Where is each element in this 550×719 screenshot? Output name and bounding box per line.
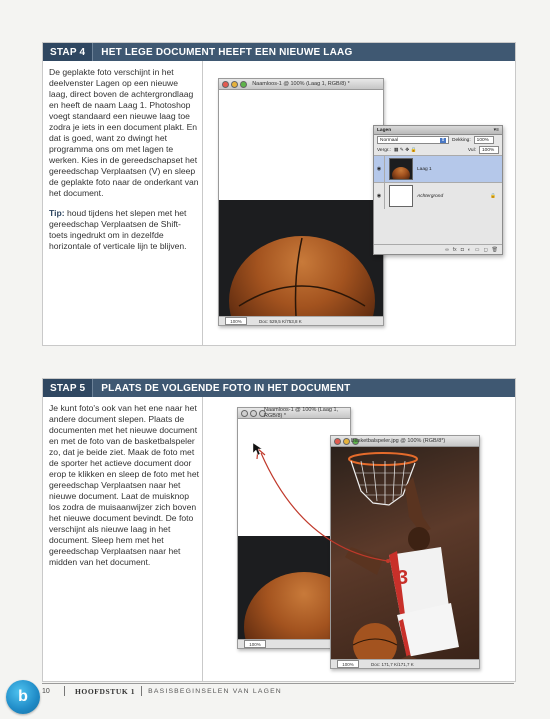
window-title: Basketbalspeler.jpg @ 100% (RGB/8*) — [351, 438, 446, 444]
layers-panel-footer — [374, 244, 502, 254]
page-footer — [42, 683, 514, 698]
tip-text: houd tijdens het slepen met het gereedschap Verplaatsen de Shift-toets ingedrukt om in dezelfde horizontale of verticale lijn te blijven. — [49, 208, 187, 251]
chevron-down-icon: ⇕ — [440, 137, 445, 143]
basketbalspeler-window[interactable] — [330, 435, 480, 669]
layers-panel[interactable] — [373, 125, 503, 255]
thumb-ball — [392, 167, 410, 180]
eye-icon[interactable]: ◉ — [374, 156, 385, 182]
step-4-tip — [49, 208, 199, 252]
window-titlebar[interactable] — [238, 408, 350, 419]
footer-separator — [141, 686, 142, 696]
folder-icon[interactable]: ▭ — [474, 246, 480, 253]
new-layer-icon[interactable]: ◻ — [483, 246, 488, 253]
close-icon[interactable] — [334, 438, 341, 445]
doc-size: Doc: 171,7 K/171,7 K — [371, 661, 414, 667]
blend-mode-value: Normaal — [380, 137, 399, 143]
chapter-label: HOOFDSTUK 1 — [75, 686, 136, 696]
watermark-logo-icon — [6, 680, 40, 714]
layer-name[interactable]: Achtergrond — [417, 193, 444, 199]
step-4-label: STAP 4 — [43, 43, 93, 61]
step-4-title: HET LEGE DOCUMENT HEEFT EEN NIEUWE LAAG — [101, 46, 353, 58]
fill-label: Vul: — [467, 147, 476, 153]
photoshop-document-window[interactable] — [218, 78, 384, 326]
opacity-field[interactable]: 100% — [474, 136, 494, 144]
fill-field[interactable]: 100% — [479, 146, 499, 154]
layer-thumbnail — [389, 158, 413, 180]
step-5-title: PLAATS DE VOLGENDE FOTO IN HET DOCUMENT — [101, 382, 351, 394]
footer-separator — [64, 686, 65, 696]
zoom-field[interactable]: 100% — [225, 317, 247, 325]
zoom-field[interactable]: 100% — [337, 660, 359, 668]
chapter-subtitle: BASISBEGINSELEN VAN LAGEN — [148, 687, 282, 695]
lock-icon: 🔒 — [490, 193, 496, 199]
blend-mode-select[interactable] — [377, 136, 449, 144]
window-statusbar — [219, 316, 383, 325]
window-title: Naamloos-1 @ 100% (Laag 1, RGB/8) * — [252, 81, 350, 87]
step-5-section — [42, 378, 516, 682]
layer-row[interactable] — [374, 155, 502, 182]
adjustment-icon[interactable]: ◐ — [467, 246, 471, 253]
jersey-number: 3 — [397, 567, 409, 589]
basketball-player-image — [331, 447, 479, 659]
panel-menu-icon[interactable]: ▾≡ — [493, 127, 499, 133]
window-titlebar[interactable] — [331, 436, 479, 447]
opacity-label: Dekking: — [452, 137, 471, 143]
minimize-icon[interactable] — [343, 438, 350, 445]
step-4-text — [49, 67, 199, 261]
page-number: 10 — [42, 687, 50, 695]
step-4-header — [43, 43, 515, 61]
window-titlebar[interactable] — [219, 79, 383, 90]
fx-icon[interactable]: fx — [452, 246, 457, 253]
step-4-section — [42, 42, 516, 346]
column-divider — [202, 397, 203, 681]
lock-label: Vergr.: — [377, 147, 391, 153]
blend-row — [374, 135, 502, 145]
close-icon[interactable] — [241, 410, 248, 417]
zoom-field[interactable]: 100% — [244, 640, 266, 648]
layer-row[interactable] — [374, 182, 502, 209]
step-5-paragraph: Je kunt foto's ook van het ene naar het andere document slepen. Plaats de documenten met het nieuwe document en met de foto van de basketbalspeler zo, dat je beide ziet. Maak de foto met de sporter het actieve document door erop te klikken en sleep de foto met het gereedschap Verplaatsen naar het nieuwe document. Laat de muisknop los zodra de muisaanwijzer zich boven het nieuwe document bevindt. De foto verschijnt als nieuwe laag in het document. Sleep hem met het gereedschap Verplaatsen naar het midden van het document. — [49, 403, 200, 567]
window-title: Naamloos-1 @ 100% (Laag 1, RGB/8) * — [264, 407, 339, 419]
basketball-image — [229, 236, 375, 316]
link-icon[interactable]: ∞ — [445, 246, 449, 253]
basketball-player-photo — [331, 447, 479, 659]
basketball-photo — [219, 200, 383, 316]
lock-row — [374, 145, 502, 155]
layer-name[interactable]: Laag 1 — [417, 166, 432, 172]
layers-tab-label: Lagen — [377, 127, 392, 133]
step-5-label: STAP 5 — [43, 379, 93, 397]
eye-icon[interactable]: ◉ — [374, 183, 385, 209]
layer-thumbnail — [389, 185, 413, 207]
ball-seams-icon — [229, 236, 375, 316]
step-5-text — [49, 403, 199, 577]
step-5-header — [43, 379, 515, 397]
lock-icons[interactable]: ▦ ✎ ✥ 🔒 — [393, 147, 417, 153]
layers-panel-tab[interactable] — [374, 126, 502, 135]
column-divider — [202, 61, 203, 345]
logo-letter: b — [18, 688, 28, 705]
window-statusbar — [331, 659, 479, 668]
doc-size: Doc: 529,5 K/753,8 K — [259, 318, 302, 324]
mask-icon[interactable]: ◘ — [460, 246, 464, 253]
tip-label: Tip: — [49, 208, 65, 218]
minimize-icon[interactable] — [250, 410, 257, 417]
trash-icon[interactable]: 🗑 — [491, 246, 498, 253]
step-4-paragraph: De geplakte foto verschijnt in het deelvenster Lagen op een nieuwe laag, direct boven de achtergrondlaag en heeft de naam Laag 1. Photoshop voegt standaard een nieuwe laag toe zodra je iets in een document plakt. En dat is goed, want zo dwingt het programma ons om met lagen te werken. Kies in de gereedschapset het gereedschap Verplaatsen (V) en sleep de geplakte foto naar de onderkant van het document. — [49, 67, 199, 198]
